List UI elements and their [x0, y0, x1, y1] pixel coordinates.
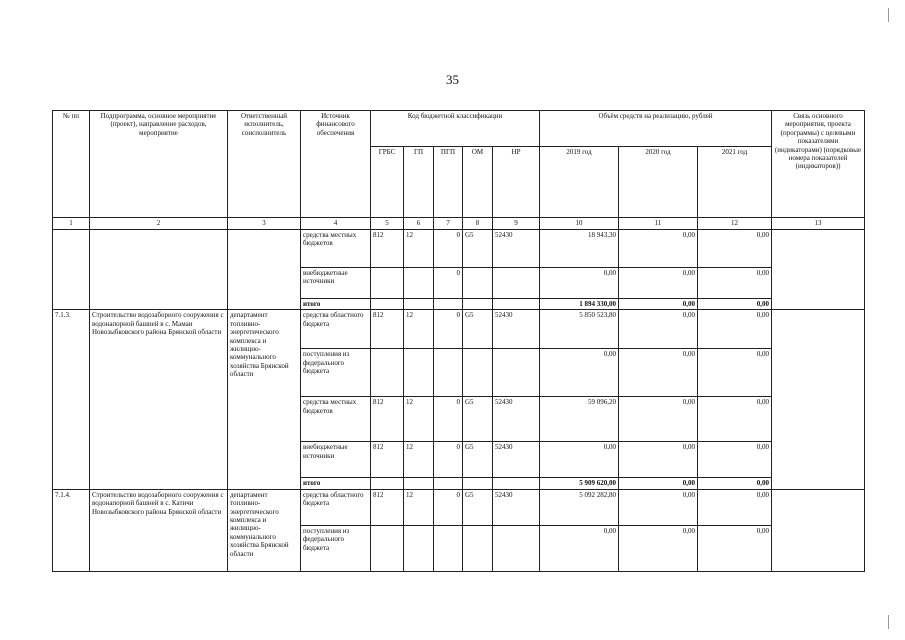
- header-pgp: ПГП: [434, 147, 463, 218]
- cell-2019: 18 943,30: [540, 230, 619, 268]
- cell-pgp: 0: [434, 230, 463, 268]
- cell-grbs: 812: [371, 397, 404, 442]
- cell-num: [53, 230, 90, 310]
- header-om: ОМ: [463, 147, 493, 218]
- cell-2020: 0,00: [619, 478, 698, 489]
- index-cell: 8: [463, 218, 493, 230]
- header-year-2019: 2019 год: [540, 147, 619, 218]
- cell-link: [772, 310, 865, 489]
- cell-gp: 12: [404, 489, 434, 525]
- header-gp: ГП: [404, 147, 434, 218]
- item-responsible: департамент топливно-энергетического комплекса и жилищно-коммунального хозяйства Брянской области: [228, 310, 301, 489]
- header-program: Подпрограмма, основное мероприятие (проект), направление расходов, мероприятие: [90, 111, 228, 218]
- cell-om: G5: [463, 310, 493, 349]
- cell-responsible: [228, 230, 301, 310]
- header-grbs: ГРБС: [371, 147, 404, 218]
- budget-table: [52, 110, 865, 572]
- cell-np: 52430: [493, 489, 540, 525]
- cell-grbs: [371, 268, 404, 299]
- item-title: Строительство водозаборного сооружения с водонапорной башней в с. Мамаи Новозыбковского района Брянской области: [90, 310, 228, 489]
- cell-pgp: 0: [434, 442, 463, 478]
- cell-2020: 0,00: [619, 397, 698, 442]
- cell-2021: 0,00: [698, 442, 772, 478]
- cell-np: 52430: [493, 397, 540, 442]
- index-cell: 6: [404, 218, 434, 230]
- cell-2019: 5 850 523,80: [540, 310, 619, 349]
- index-cell: 9: [493, 218, 540, 230]
- cell-source: средства областного бюджета: [301, 489, 371, 525]
- index-cell: 11: [619, 218, 698, 230]
- cell-source: средства областного бюджета: [301, 310, 371, 349]
- index-cell: 1: [53, 218, 90, 230]
- cell-2019: 5 092 282,80: [540, 489, 619, 525]
- cell-2019: 0,00: [540, 442, 619, 478]
- cell-2021: 0,00: [698, 310, 772, 349]
- cell-2019: 1 894 330,00: [540, 299, 619, 310]
- cell-2021: 0,00: [698, 525, 772, 571]
- cell-2021: 0,00: [698, 397, 772, 442]
- cell-grbs: 812: [371, 230, 404, 268]
- cell-2020: 0,00: [619, 525, 698, 571]
- cell-2020: 0,00: [619, 230, 698, 268]
- cell-source: итого: [301, 299, 371, 310]
- header-year-2020: 2020 год: [619, 147, 698, 218]
- cell-om: [463, 349, 493, 397]
- cell-2019: 59 096,20: [540, 397, 619, 442]
- header-link: Связь основного мероприятия, проекта (программы) с целевыми показателями (индикаторами) (порядковые номера показателей (индикаторов)): [772, 111, 865, 218]
- margin-mark-top: [888, 8, 889, 22]
- cell-source: средства местных бюджетов: [301, 397, 371, 442]
- item-number: 7.1.4.: [53, 489, 90, 571]
- header-np: НР: [493, 147, 540, 218]
- header-row: [53, 111, 865, 147]
- cell-2021: 0,00: [698, 268, 772, 299]
- cell-gp: [404, 268, 434, 299]
- cell-2021: 0,00: [698, 299, 772, 310]
- cell-link: [772, 489, 865, 571]
- cell-grbs: 812: [371, 442, 404, 478]
- header-source: Источник финансового обеспечения: [301, 111, 371, 218]
- cell-np: [493, 268, 540, 299]
- header-num: № пп: [53, 111, 90, 218]
- table-row: [53, 230, 865, 268]
- cell-pgp: 0: [434, 268, 463, 299]
- cell-2021: 0,00: [698, 230, 772, 268]
- cell-2020: 0,00: [619, 268, 698, 299]
- cell-grbs: 812: [371, 310, 404, 349]
- cell-2020: 0,00: [619, 349, 698, 397]
- index-cell: 5: [371, 218, 404, 230]
- cell-om: [463, 299, 493, 310]
- cell-pgp: 0: [434, 310, 463, 349]
- cell-2019: 0,00: [540, 349, 619, 397]
- cell-np: [493, 525, 540, 571]
- cell-source: поступления из федерального бюджета: [301, 349, 371, 397]
- index-cell: 12: [698, 218, 772, 230]
- cell-pgp: 0: [434, 397, 463, 442]
- header-year-2021: 2021 год: [698, 147, 772, 218]
- cell-pgp: [434, 299, 463, 310]
- cell-grbs: [371, 525, 404, 571]
- cell-om: G5: [463, 397, 493, 442]
- column-index-row: [53, 218, 865, 230]
- cell-pgp: 0: [434, 489, 463, 525]
- cell-source: средства местных бюджетов: [301, 230, 371, 268]
- cell-source: итого: [301, 478, 371, 489]
- cell-source: внебюджетные источники: [301, 442, 371, 478]
- header-budget-code: Код бюджетной классификации: [371, 111, 540, 147]
- cell-2021: 0,00: [698, 489, 772, 525]
- cell-np: 52430: [493, 310, 540, 349]
- cell-np: [493, 349, 540, 397]
- cell-np: [493, 299, 540, 310]
- index-cell: 3: [228, 218, 301, 230]
- cell-np: 52430: [493, 230, 540, 268]
- item-responsible: департамент топливно-энергетического комплекса и жилищно-коммунального хозяйства Брянской области: [228, 489, 301, 571]
- cell-2020: 0,00: [619, 442, 698, 478]
- cell-grbs: 812: [371, 489, 404, 525]
- header-volume: Объём средств на реализацию, рублей: [540, 111, 772, 147]
- cell-gp: 12: [404, 397, 434, 442]
- page-number: 35: [446, 72, 459, 87]
- cell-2019: 0,00: [540, 268, 619, 299]
- cell-2019: 5 909 620,00: [540, 478, 619, 489]
- item-number: 7.1.3.: [53, 310, 90, 489]
- index-cell: 13: [772, 218, 865, 230]
- cell-gp: [404, 525, 434, 571]
- cell-2020: 0,00: [619, 310, 698, 349]
- cell-np: [493, 478, 540, 489]
- cell-om: [463, 268, 493, 299]
- cell-np: 52430: [493, 442, 540, 478]
- cell-grbs: [371, 299, 404, 310]
- cell-2021: 0,00: [698, 478, 772, 489]
- index-cell: 10: [540, 218, 619, 230]
- cell-pgp: [434, 349, 463, 397]
- cell-pgp: [434, 525, 463, 571]
- cell-pgp: [434, 478, 463, 489]
- item-title: Строительство водозаборного сооружения с водонапорной башней в с. Катичи Новозыбковского района Брянской области: [90, 489, 228, 571]
- cell-grbs: [371, 349, 404, 397]
- cell-2020: 0,00: [619, 489, 698, 525]
- cell-gp: [404, 349, 434, 397]
- cell-program: [90, 230, 228, 310]
- table-row: [53, 310, 865, 349]
- margin-mark-bottom: [888, 615, 889, 629]
- cell-link: [772, 230, 865, 310]
- cell-om: G5: [463, 489, 493, 525]
- cell-om: [463, 478, 493, 489]
- cell-source: поступления из федерального бюджета: [301, 525, 371, 571]
- cell-2019: 0,00: [540, 525, 619, 571]
- cell-om: G5: [463, 230, 493, 268]
- cell-gp: 12: [404, 442, 434, 478]
- header-responsible: Ответственный исполнитель, соисполнитель: [228, 111, 301, 218]
- cell-om: [463, 525, 493, 571]
- cell-gp: 12: [404, 230, 434, 268]
- table-row: [53, 489, 865, 525]
- cell-2020: 0,00: [619, 299, 698, 310]
- index-cell: 4: [301, 218, 371, 230]
- cell-om: G5: [463, 442, 493, 478]
- index-cell: 2: [90, 218, 228, 230]
- cell-gp: [404, 478, 434, 489]
- cell-gp: [404, 299, 434, 310]
- cell-2021: 0,00: [698, 349, 772, 397]
- index-cell: 7: [434, 218, 463, 230]
- cell-grbs: [371, 478, 404, 489]
- cell-gp: 12: [404, 310, 434, 349]
- cell-source: внебюджетные источники: [301, 268, 371, 299]
